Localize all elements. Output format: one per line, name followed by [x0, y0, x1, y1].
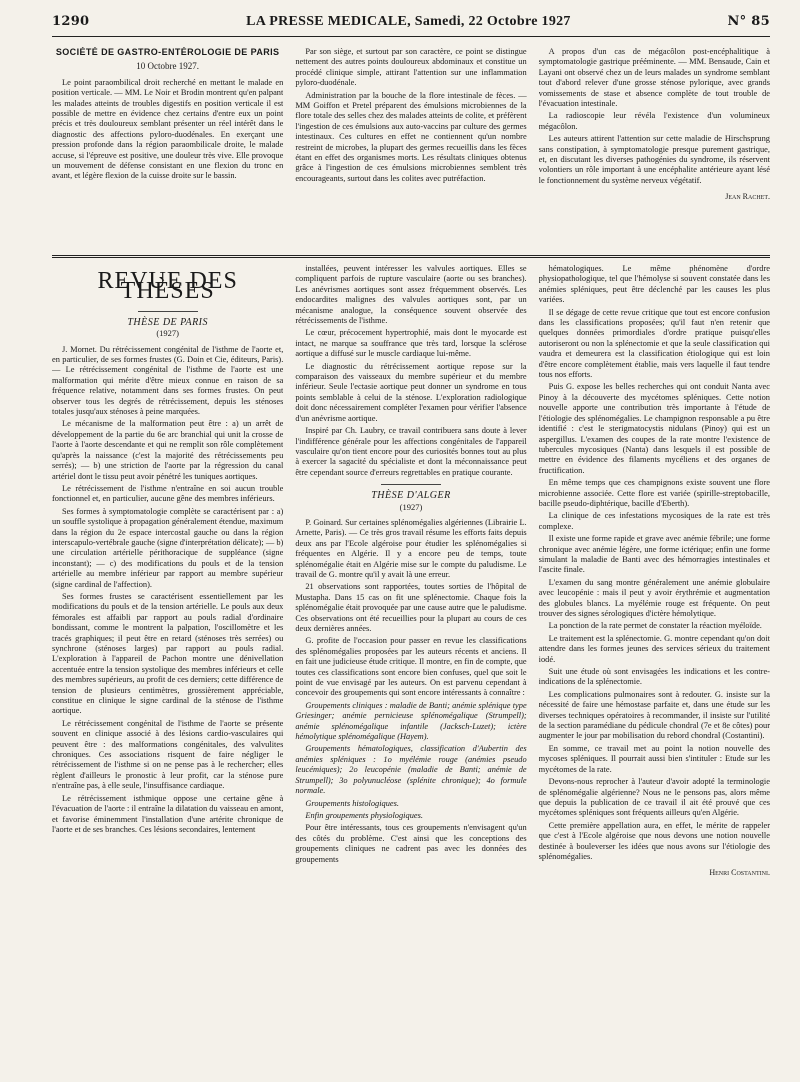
paragraph: Les complications pulmonaires sont à redouter. G. insiste sur la nécessité de faire une hémostase parfaite et, dans une étude sur les diverses techniques opératoires à recommander, il insiste sur l'utilité de la section paramédiane du pédicule chondral (7e et 8e côtes) pour augmenter le jour par mobilisation du rebord chondral (Costantini). [538, 689, 770, 741]
page-number: 1290 [52, 14, 90, 29]
paragraph: L'examen du sang montre généralement une anémie globulaire avec leucopénie : mais il peut y avoir érythrémie et augmentation des globules blancs. La myélémie rouge est fréquente. On peut trouver des signes sérologiques d'ictère hémolytique. [538, 577, 770, 618]
page-header [52, 14, 770, 37]
paragraph: A propos d'un cas de mégacôlon post-encéphalitique à symptomatologie gastrique prééminente. — MM. Bensaude, Cain et Layani ont observé chez un de leurs malades un syndrome semblant tout d'abord relever d'une grosse sténose pylorique, avec grands vomissements de stase et absence complète de tout trouble de l'évacuation intestinale. [538, 47, 770, 109]
paragraph: Inspiré par Ch. Laubry, ce travail contribuera sans doute à lever l'indifférence générale pour les affections congénitales de l'appareil vasculaire qu'on tient encore pour des curiosités bonnes tout au plus à exercer la sagacité du spécialiste et dont la méconnaissance peut être cependant source d'erreurs regrettables en pratique courante. [295, 426, 527, 477]
top-column-2 [295, 47, 526, 247]
paragraph: hématologiques. Le même phénomène d'ordre physiopathologique, tel que l'hémolyse si souvent constatée dans les anémies spléniques, peut être déclenché par les causes les plus variées. [538, 264, 770, 305]
paragraph: Les auteurs attirent l'attention sur cette maladie de Hirschsprung sans constipation, à symptomatologie presque purement gastrique, et, en discutant les diverses pathogénies du syndrome, ils réservent volontiers un rôle important à une encéphalite antérieure ayant lésé le fonctionnement du système nerveux végétatif. [538, 134, 770, 185]
paragraph: Administration par la bouche de la flore intestinale de fèces. — MM Goiffon et Pretel préparent des émulsions microbiennes de la flore totale des selles chez des malades atteints de colite, et préfèrent l'ingestion de ces émulsions aux auto-vaccins par culture des germes intestinaux. Ces cultures en effet ne contiennent qu'un nombre restreint de microbes, la plupart des germes recueillis dans les fèces étant en effet des organismes morts. Les résultats cliniques obtenus grâce à l'ingestion de ces émulsions microbiennes semblent très encourageants, surtout dans les colites avec putréfaction. [295, 90, 527, 183]
bottom-column-1 [52, 264, 283, 1082]
divider [381, 484, 441, 485]
theses-section [52, 264, 770, 1082]
issue-number: N° 85 [727, 14, 770, 29]
society-heading: SOCIÉTÉ DE GASTRO-ENTÉROLOGIE DE PARIS [55, 47, 280, 57]
top-column-1 [52, 47, 283, 247]
section-divider [52, 255, 770, 258]
paragraph: Cette première appellation aura, en effet, le mérite de rappeler que c'est à l'Ecole algéroise que nous devons une notion nouvelle destinée à bouleverser les idées que nous avons sur l'étiologie des splénomégalies. [538, 820, 770, 861]
paragraph: J. Mornet. Du rétrécissement congénital de l'isthme de l'aorte et, en particulier, de ses formes frustes (G. Doin et Cie, éditeurs, Paris). — Le rétrécissement congénital de l'isthme de l'aorte est une malformation qui mérite d'être mieux connue en raison de sa fréquence relative, notamment dans ses formes frustes. On peut observer tous les degrés de rétrécissement, depuis les sténoses totales jusqu'aux sténoses à peine marquées. [52, 344, 284, 417]
paragraph: Le rétrécissement isthmique oppose une certaine gêne à l'évacuation de l'aorte : il entraîne la dilatation du vaisseau en amont, et favorise éminemment l'installation d'une artérite chronique de l'aorte et de ses branches. Ces lésions secondaires, lentement [52, 793, 284, 834]
paragraph: La radioscopie leur révéla l'existence d'un volumineux mégacôlon. [538, 111, 770, 131]
author-signature: Henri Costantini. [709, 868, 770, 878]
paragraph: Suit une étude où sont envisagées les indications et les contre-indications de la splénectomie. [538, 667, 770, 687]
paragraph: Ses formes à symptomatologie complète se caractérisent par : a) un souffle systolique à propagation généralement étendue, maximum dans la région du 2e espace intercostal gauche ou dans la région interscapulo-vertébrale gauche (signe d'interprétation délicate); — b) une circulation artérielle périthoracique de suppléance (signe inconstant); — c) des modifications du pouls et de la tension artérielle au membre inférieur par rapport au membre supérieur (signe cardinal de l'affection). [52, 506, 284, 589]
paragraph: Il existe une forme rapide et grave avec anémie fébrile; une forme chronique avec anémie légère, une forme ictérique; enfin une forme simulant la maladie de Banti avec des hémorragies intestinales et l'ascite finale. [538, 534, 770, 575]
these-paris-year: (1927) [156, 328, 179, 339]
paragraph: Le rétrécissement de l'isthme n'entraîne en soi aucun trouble fonctionnel et, en particulier, aucune gêne des membres inférieurs. [52, 483, 284, 504]
paragraph: Groupements hématologiques, classification d'Aubertin des anémies spléniques : 1o myélémie rouge (anémies pseudo leucémiques); 2o leucopénie (maladie de Banti; anémie de Strumpell); 3o polyunucléose (splénite chronique); 4o formule normale. [295, 744, 527, 796]
these-paris-heading: THÈSE DE PARIS [127, 316, 209, 328]
paragraph: Le rétrécissement congénital de l'isthme de l'aorte se présente souvent en clinique associé à des lésions cardio-vasculaires qui peuvent être : des malformations congénitales, des valvulites chroniques. Ces associations risquent de faire négliger le rétrécissement de l'isthme si on ne pense pas à le rechercher; elles règlent d'ailleurs le pronostic à leur profit, car la sténose pure n'entraîne pas, à elle seule, l'insuffisance cardiaque. [52, 718, 284, 791]
these-alger-heading: THÈSE D'ALGER [371, 490, 451, 502]
paragraph: P. Goinard. Sur certaines splénomégalies algériennes (Librairie L. Arnette, Paris). — Ce très gros travail résume les efforts faits depuis deux ans par l'Ecole algéroise pour étudier les splénomégalies si fréquentes en Algérie. Il y a encore peu de temps, toute splénomégalie était en Algérie mise sur le compte du paludisme. Le travail de G. montre qu'il y avait là une erreur. [295, 517, 527, 579]
paragraph: Le point paraombilical droit recherché en mettant le malade en position verticale. — MM. Le Noir et Brodin montrent qu'en palpant les malades atteints de troubles digestifs en position verticale il est possible de mettre en évidence chez certains d'entre eux un point précis et très douloureux semblant présenter un réel intérêt dans le diagnostic des affections pyloro-duodénales. En exerçant une pression profonde dans la région paraombilicale droite, le malade accuse, si l'épreuve est positive, une douleur très vive. Elle provoque un mouvement de défense consistant en une flexion du tronc en avant, et légère flexion de la cuisse droite sur le bassin. [52, 77, 284, 181]
society-section [52, 47, 770, 247]
divider [138, 311, 198, 312]
paragraph: Ses formes frustes se caractérisent essentiellement par les modifications du pouls et de la tension artérielle. Le pouls aux deux fémorales est affaibli par rapport au pouls radial d'ordinaire bondissant, comme le montrent la palpation, l'oscillomètre et les tracés graphiques; il peut être en retard (sténoses très serrées) ou synchrone (sténoses larges) par rapport au pouls radial. L'exploration à l'appareil de Pachon montre une dénivellation accentuée entre la tension systolique des membres inférieurs et celle des membres supérieurs, au profit de ces derniers; cette différence de tension de plusieurs centimètres, grossièrement appréciable, constitue en clinique le signe cardinal de la sténose de l'isthme aortique. [52, 591, 284, 716]
paragraph: 21 observations sont rapportées, toutes sorties de l'hôpital de Mustapha. Dans 15 cas on fit une splénectomie. Chaque fois la splénomégalie était provoquée par une cause autre que le paludisme. Ces observations ont été recueillies pour la plupart au cours de ces deux dernières années. [295, 582, 527, 633]
society-date: 10 Octobre 1927. [136, 61, 200, 72]
paragraph: Le diagnostic du rétrécissement aortique repose sur la comparaison des vaisseaux du membre supérieur et du membre inférieur. Seule l'ectasie aortique peut donner un syndrome en tous points semblable à celui de la sténose. L'exploration radiologique doit donc nécessairement compléter l'examen pour vérifier l'absence d'un anévrisme aortique. [295, 361, 527, 423]
top-column-3 [539, 47, 770, 247]
paragraph: La ponction de la rate permet de constater la réaction myéloïde. [548, 621, 762, 631]
paragraph: Le cœur, précocement hypertrophié, mais dont le myocarde est intact, ne marque sa souffrance que très tard, lorsque la sclérose aortique a diffusé sur le muscle cardiaque lui-même. [295, 328, 527, 359]
author-signature: Jean Rachet. [725, 192, 770, 202]
bottom-column-2 [295, 264, 526, 1082]
paragraph: G. profite de l'occasion pour passer en revue les classifications des splénomégalies proposées par les auteurs récents et anciens. Il en fait une judicieuse étude critique. Il montre, en fin de compte, que toutes ces classifications sont encore bien confuses, quel que soit le point de vue envisagé par les auteurs. On est parvenu cependant à concevoir des groupements qui sont encore intéressants à connaître : [295, 636, 527, 698]
paragraph: Puis G. expose les belles recherches qui ont conduit Nanta avec Pinoy à la découverte des mycétomes spléniques. Cette notion nouvelle apporte une contribution très importante à l'étude de l'étiologie des splénomégalies. Le champignon responsable a pu être identifié : c'est le sterigmatocystis nidulans (Pinoy) qui est un aspergillus. L'examen des coupes de la rate montre l'existence de tubercules mycosiques (Nanta) dans lesquels il est possible de mettre en évidence des filaments mycéliens et des organes de fructification. [538, 382, 770, 475]
paragraph: Enfin groupements physiologiques. [305, 810, 423, 820]
paragraph: Devons-nous reprocher à l'auteur d'avoir adopté la terminologie de splénomégalie algérienne? Nous ne le pensons pas, alors même que depuis la publication de ce travail il ait été prouvé que ces mycétomes spléniques sont fréquents ailleurs qu'en Algérie. [538, 777, 770, 818]
paragraph: Groupements cliniques : maladie de Banti; anémie splénique type Griesinger; anémie pernicieuse splénomégalique (Strumpell); anémie splénomégalique infantile (Jacksch-Luzet); ictère hémolytique splénomégalique (Hayem). [295, 700, 527, 742]
paragraph: Groupements histologiques. [305, 798, 399, 808]
revue-title: REVUE DES THÈSES [97, 268, 238, 305]
paragraph: En somme, ce travail met au point la notion nouvelle des mycoses spléniques. Il pourrait aussi bien s'intituler : Etude sur les mycétomes de la rate. [538, 743, 770, 774]
paragraph: Le mécanisme de la malformation peut être : a) un arrêt de développement de la partie du 6e arc branchial qui unit la crosse de l'aorte à l'aorte descendante et qui ne remplit son rôle complètement qu'après la naissance (c'est la majorité des rétrécissements peu serrés); — b) une striction de l'aorte par la régression du canal artériel dont le tissu peut avoir pénétré les tuniques aortiques. [52, 419, 284, 481]
paragraph: installées, peuvent intéresser les valvules aortiques. Elles se compliquent parfois de rupture vasculaire (aorte ou ses branches). Les anévrismes aortiques sont assez fréquemment observés. Les endocardites malignes des valvules aortiques sont, par un mécanisme analogue, la conséquence souvent observée des rétrécissements de l'isthme. [295, 264, 527, 326]
journal-title: LA PRESSE MEDICALE, Samedi, 22 Octobre 1927 [246, 14, 571, 29]
paragraph: La clinique de ces infestations mycosiques de la rate est très complexe. [538, 511, 770, 531]
paragraph: Par son siège, et surtout par son caractère, ce point se distingue nettement des autres points douloureux abdominaux et constitue un procédé clinique simple, attirant l'attention sur une inflammation pyloro-duodénale. [295, 47, 527, 88]
bottom-column-3 [539, 264, 770, 1082]
these-alger-year: (1927) [399, 501, 423, 512]
paragraph: Pour être intéressants, tous ces groupements n'envisagent qu'un des côtés du problème. C'est ainsi que les conceptions des groupements cliniques ne cadrent pas avec les données des groupements [295, 823, 527, 864]
paragraph: Le traitement est la splénectomie. G. montre cependant qu'on doit attendre dans les formes jeunes des services sérieux du traitement iodé. [538, 633, 770, 664]
paragraph: Il se dégage de cette revue critique que tout est encore confusion dans les classifications proposées; qu'il faut n'en retenir que quelques données primordiales d'ordre pratique puisqu'elles autoriseront ou non la splénectomie et que la seule classification qui vaudra et demeurera est la classification étiologique qui est loin d'être encore complètement établie, mais vers laquelle il faut tendre tous nos efforts. [538, 307, 770, 380]
paragraph: En même temps que ces champignons existe souvent une flore microbienne associée. Cette flore est variée (spirille-streptobacille, bacille pseudo-diphtérique, bacille d'Eberth). [538, 478, 770, 508]
